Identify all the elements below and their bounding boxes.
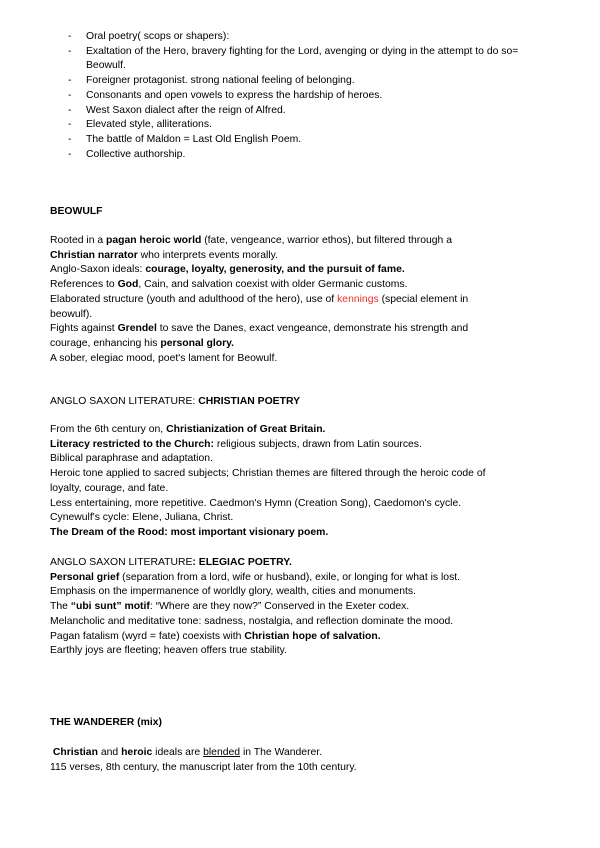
paragraph-line	[50, 467, 550, 482]
paragraph-line	[50, 293, 550, 308]
text: From the 6th century on,	[50, 424, 167, 435]
paragraph-line	[50, 761, 550, 776]
bold-text: Christian	[52, 747, 98, 758]
heading-text: THE WANDERER (mix)	[50, 717, 162, 728]
paragraph-line	[50, 352, 550, 367]
features-list	[68, 30, 548, 162]
bold-text: Personal grief	[50, 571, 120, 583]
bullet-dash: -	[68, 75, 72, 87]
paragraph-line	[50, 438, 550, 453]
text: courage, enhancing his	[50, 337, 161, 349]
paragraph-line	[50, 644, 550, 659]
text: beowulf).	[50, 308, 93, 320]
wanderer-body	[50, 746, 550, 775]
bold-text: courage, loyalty, generosity, and the pursuit of fame.	[145, 264, 405, 276]
paragraph-line	[50, 615, 550, 630]
list-item	[68, 30, 548, 45]
list-item-text: West Saxon dialect after the reign of Alfred.	[86, 104, 286, 116]
text: religious subjects, drawn from Latin sources.	[213, 438, 422, 450]
bold-text: Grendel	[117, 323, 157, 335]
list-item-text: Elevated style, alliterations.	[86, 119, 212, 131]
section-heading	[50, 395, 550, 410]
text: who interprets events morally.	[137, 249, 278, 261]
text: ideals are	[152, 747, 204, 758]
list-item-text: Foreigner protagonist. strong national feeling of belonging.	[86, 75, 355, 87]
list-item	[68, 118, 548, 133]
bullet-dash: -	[68, 148, 72, 160]
text: (special element in	[378, 293, 469, 305]
list-item	[68, 45, 548, 74]
bold-text: personal glory.	[160, 337, 235, 349]
text: Elaborated structure (youth and adulthood of the hero), use of	[50, 293, 338, 305]
text: 115 verses, 8th century, the manuscript later from the 10th century.	[50, 761, 357, 773]
text: in The Wanderer.	[240, 747, 323, 758]
section-heading	[50, 556, 550, 571]
bullet-dash: -	[68, 45, 72, 57]
section-heading	[50, 716, 550, 731]
list-item	[68, 148, 548, 163]
paragraph-line	[50, 452, 550, 467]
paragraph-line	[50, 263, 550, 278]
list-item-text: Exaltation of the Hero, bravery fighting for the Lord, avenging or dying in the attempt to do so= Beowulf.	[86, 45, 519, 72]
paragraph-line	[50, 234, 550, 249]
text: (fate, vengeance, warrior ethos), but filtered through a	[201, 235, 452, 246]
bold-text: pagan heroic world	[106, 235, 202, 246]
underlined-text: blended	[203, 747, 241, 758]
text: Fights against	[50, 323, 118, 335]
paragraph-line	[50, 511, 550, 526]
text: loyalty, courage, and fate.	[50, 482, 169, 494]
christian-poetry-body	[50, 423, 550, 541]
bullet-dash: -	[68, 89, 72, 101]
text: to save the Danes, exact vengeance, demonstrate his strength and	[156, 323, 469, 335]
text: Earthly joys are fleeting; heaven offers true stability.	[50, 645, 287, 657]
list-item	[68, 133, 548, 148]
elegiac-poetry-section	[50, 556, 550, 659]
list-item	[68, 104, 548, 119]
paragraph-line	[50, 308, 550, 323]
beowulf-body	[50, 234, 550, 366]
paragraph-line	[50, 249, 550, 264]
text: Rooted in a	[50, 235, 107, 246]
list-item	[68, 74, 548, 89]
bold-text: CHRISTIAN POETRY	[198, 396, 300, 407]
text: Biblical paraphrase and adaptation.	[50, 453, 213, 465]
text: Pagan fatalism (wyrd = fate) coexists with	[50, 630, 245, 642]
text: , Cain, and salvation coexist with older Germanic customs.	[138, 279, 408, 291]
list-item-text: Oral poetry( scops or shapers):	[86, 31, 230, 42]
bold-text: Christian hope of salvation.	[244, 630, 381, 642]
text: : “Where are they now?” Conserved in the Exeter codex.	[149, 601, 410, 613]
text: Melancholic and meditative tone: sadness, nostalgia, and reflection dominate the mood.	[50, 615, 454, 627]
bullet-dash: -	[68, 119, 72, 131]
bold-text: : ELEGIAC POETRY.	[192, 557, 292, 568]
list-item	[68, 89, 548, 104]
wanderer-heading	[50, 716, 550, 731]
text: Emphasis on the impermanence of worldly glory, wealth, cities and monuments.	[50, 586, 416, 598]
bold-text: The Dream of the Rood: most important visionary poem.	[50, 526, 329, 538]
paragraph-line	[50, 423, 550, 438]
heading-text: BEOWULF	[50, 206, 103, 217]
paragraph-line	[50, 585, 550, 600]
bold-text: heroic	[121, 747, 153, 758]
paragraph-line	[50, 746, 550, 761]
paragraph-line	[50, 630, 550, 645]
text: Heroic tone applied to sacred subjects; Christian themes are filtered through the heroic code of	[50, 468, 486, 480]
paragraph-line	[50, 497, 550, 512]
list-item-text: Collective authorship.	[86, 148, 186, 160]
bullet-dash: -	[68, 133, 72, 145]
text: Anglo-Saxon ideals:	[50, 264, 146, 276]
bold-text: God	[117, 279, 139, 291]
text: ANGLO SAXON LITERATURE	[50, 557, 193, 568]
text: A sober, elegiac mood, poet's lament for Beowulf.	[50, 352, 278, 364]
bold-text: Christianization of Great Britain.	[166, 424, 326, 435]
text: References to	[50, 279, 118, 291]
text: Cynewulf's cycle: Elene, Juliana, Christ.	[50, 512, 234, 524]
kennings-highlight: kennings	[337, 293, 379, 305]
text: Less entertaining, more repetitive. Caedmon's Hymn (Creation Song), Caedomon's cycle.	[50, 497, 462, 509]
paragraph-line	[50, 600, 550, 615]
bullet-dash: -	[68, 104, 72, 116]
christian-poetry-heading	[50, 395, 550, 410]
bold-text: Christian narrator	[50, 249, 138, 261]
beowulf-section	[50, 205, 550, 220]
list-item-text: The battle of Maldon = Last Old English Poem.	[86, 133, 302, 145]
paragraph-line	[50, 482, 550, 497]
text: The	[50, 601, 71, 613]
list-item-text: Consonants and open vowels to express the hardship of heroes.	[86, 89, 383, 101]
bullet-dash: -	[68, 31, 72, 42]
paragraph-line	[50, 278, 550, 293]
paragraph-line	[50, 337, 550, 352]
paragraph-line	[50, 571, 550, 586]
bold-text: Literacy restricted to the Church:	[50, 438, 214, 450]
paragraph-line	[50, 526, 550, 541]
bold-text: “ubi sunt” motif	[70, 601, 150, 613]
text: (separation from a lord, wife or husband), exile, or longing for what is lost.	[119, 571, 461, 583]
section-heading-beowulf	[50, 205, 550, 220]
text: ANGLO SAXON LITERATURE:	[50, 396, 199, 407]
text: and	[97, 747, 122, 758]
paragraph-line	[50, 322, 550, 337]
